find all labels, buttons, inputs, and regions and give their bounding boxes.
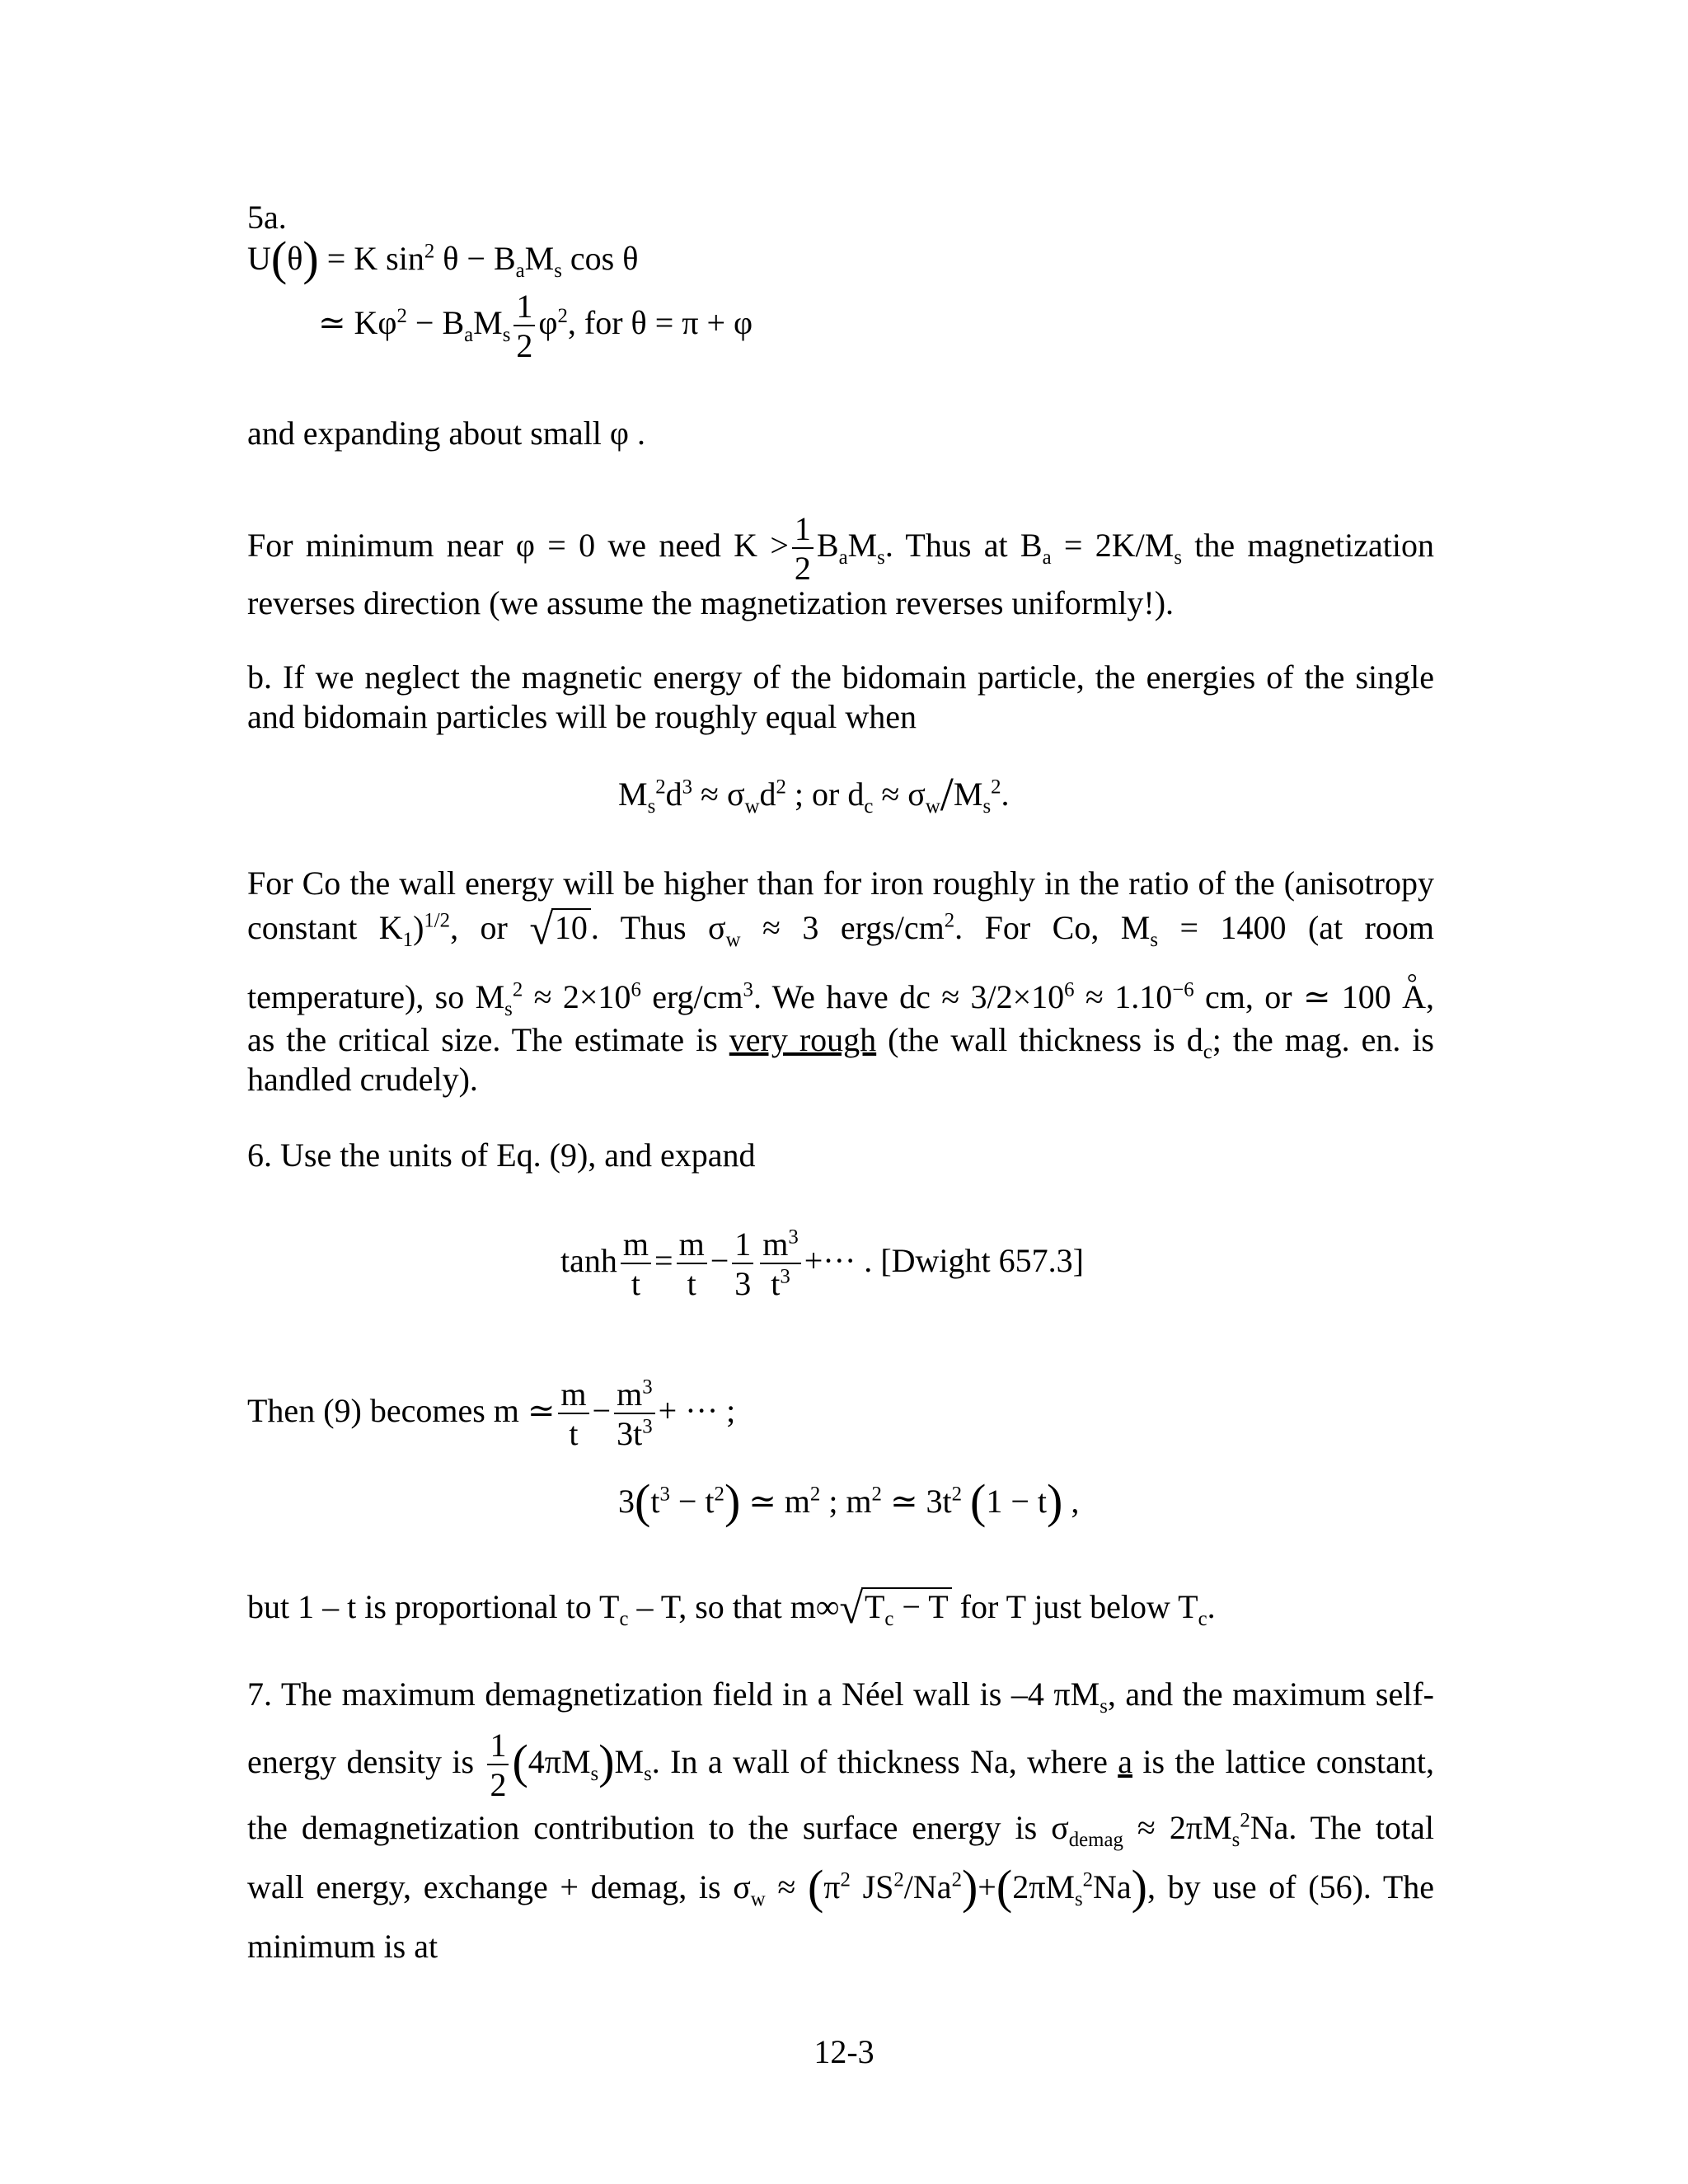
dwight-reference: [Dwight 657.3] <box>880 1242 1084 1280</box>
part-b-line-1: b. If we neglect the magnetic energy of the bidomain particle, the energies of the single <box>247 658 1434 696</box>
very-rough-underlined: very rough <box>729 1021 877 1058</box>
energy-equation-line-1: U(θ) = K $\sin^2 \theta - B_aM_s$ cos θ <box>247 232 639 285</box>
problem-7-line-3: the demagnetization contribution to the surface energy is $\sigma_{demag} \approx 2\pi M_s^2Na$. The total <box>247 1809 1434 1851</box>
equation-9-becomes: Then (9) becomes m ≃ $\frac{m}{t}$ − $\frac{m^3}{3t^3}$ + ··· ; <box>247 1376 736 1452</box>
problem-6-intro: 6. Use the units of Eq. (9), and expand <box>247 1137 756 1174</box>
page-number: 12-3 <box>814 2033 874 2070</box>
reversal-note: reverses direction (we assume the magnetization reverses uniformly!). <box>247 584 1175 621</box>
problem-5a-label: 5a. <box>247 199 287 236</box>
problem-7-line-2: energy density is $\frac{1}{2}$ $(4\pi M_s)M_s$. In a wall of thickness Na, where a is the lattice constant, <box>247 1727 1435 1803</box>
expansion-note: and expanding about small φ . <box>247 415 645 452</box>
cubic-relation-equation: $3(t^3 - t^2)$ ≃ $m^2$ ; $m^2$ ≃ $3t^2$ (1 − t) , <box>618 1474 1080 1528</box>
cobalt-line-3: temperature), so $M_s^2 \approx 2\times 10^6$ erg/$cm^3$. We have dc ≈ $3/2\times 10^6 \approx 1.10^{-6}$ cm, or ≃ 100 A °, <box>247 977 1434 1017</box>
part-b-line-2: and bidomain particles will be roughly equal when <box>247 698 917 735</box>
cobalt-line-1: For Co the wall energy will be higher than for iron roughly in the ratio of the (anisotropy <box>247 865 1434 902</box>
tanh-expansion-equation: tanh $\frac{m}{t}$ = $\frac{m}{t}$ − $\frac{1}{3}$ $\frac{m^3}{t^3}$ +··· . [Dwight 657.3] <box>560 1226 1084 1302</box>
minimum-condition-line: For minimum near φ = 0 we need K > $\frac{1}{2}$ $B_aM_s$. Thus at $B_a = 2K/M_s$ the magnetization <box>247 510 1435 587</box>
problem-7-line-4: wall energy, exchange + demag, is $\sigma_w \approx (\pi^2$ $JS^2/Na^2)+(2\pi M_s^2Na)$, by use of (56). The <box>247 1860 1435 1914</box>
cobalt-line-4: as the critical size. The estimate is very rough (the wall thickness is $d_c$; the mag. en. is <box>247 1021 1434 1063</box>
problem-7-line-5: minimum is at <box>247 1928 438 1965</box>
cobalt-line-5: handled crudely). <box>247 1061 478 1098</box>
problem-7-line-1: 7. The maximum demagnetization field in a Néel wall is –4 $\pi M_s$, and the maximum self- <box>247 1675 1434 1718</box>
energy-equation-line-2: ≃ $K\varphi^2 - B_aM_s$ $\frac{1}{2}$ $\varphi^2$, for θ = π + φ <box>318 288 753 364</box>
critical-size-equation: $M_s^2d^3 \approx \sigma_wd^2$ ; or $d_c \approx \sigma_w/M_s^2$. <box>618 767 1010 821</box>
proportionality-line: but 1 – t is proportional to $T_c$ – T, so that $m\infty√T_c - T$ for T just below $T_c$. <box>247 1586 1216 1633</box>
cobalt-line-2: constant $K_1)^{1/2}$, or √10 . Thus $\sigma_w \approx 3$ ergs/$cm^2$. For Co, $M_s = 1400$ (at room <box>247 907 1435 954</box>
